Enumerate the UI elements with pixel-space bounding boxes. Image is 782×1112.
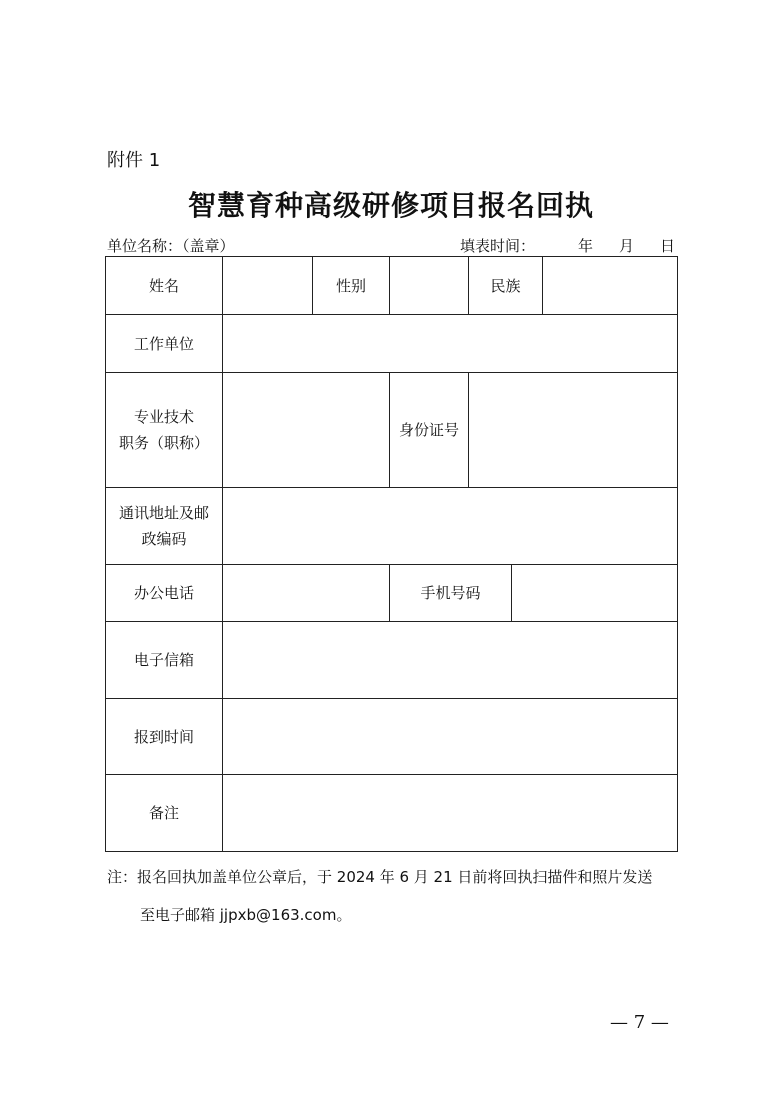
address-label: [106, 488, 223, 565]
professional-title-field[interactable]: [223, 373, 390, 488]
remarks-label: 备注: [106, 775, 223, 852]
year-label: 年: [577, 237, 593, 255]
id-number-label: 身份证号: [390, 373, 469, 488]
page-number: — 7 —: [610, 1012, 669, 1033]
report-time-label: 报到时间: [106, 699, 223, 775]
professional-title-label: [106, 373, 223, 488]
id-number-field[interactable]: [469, 373, 678, 488]
office-phone-field[interactable]: [223, 565, 390, 622]
address-field[interactable]: [223, 488, 678, 565]
name-field[interactable]: [223, 257, 313, 315]
gender-label: 性别: [313, 257, 390, 315]
email-field[interactable]: [223, 622, 678, 699]
note-line-2: 至电子邮箱 jjpxb@163.com。: [140, 906, 352, 924]
address-line1: 通讯地址及邮: [118, 504, 209, 522]
row-remarks: [106, 775, 678, 852]
fill-date-label: 填表时间：: [460, 237, 536, 255]
work-unit-field[interactable]: [223, 315, 678, 373]
row-title-id: [106, 373, 678, 488]
fill-date: [460, 235, 675, 256]
day-label: 日: [659, 237, 675, 255]
row-phones: [106, 565, 678, 622]
office-phone-label: 办公电话: [106, 565, 223, 622]
ethnicity-field[interactable]: [543, 257, 678, 315]
attachment-label: 附件 1: [107, 150, 161, 171]
row-work-unit: [106, 315, 678, 373]
report-time-field[interactable]: [223, 699, 678, 775]
mobile-field[interactable]: [512, 565, 678, 622]
ethnicity-label: 民族: [469, 257, 543, 315]
row-address: [106, 488, 678, 565]
row-email: [106, 622, 678, 699]
month-label: 月: [618, 237, 634, 255]
address-line2: 政编码: [141, 530, 187, 548]
gender-field[interactable]: [390, 257, 469, 315]
work-unit-label: 工作单位: [106, 315, 223, 373]
row-report-time: [106, 699, 678, 775]
date-fields: [578, 235, 675, 256]
form-title: 智慧育种高级研修项目报名回执: [187, 189, 594, 222]
remarks-field[interactable]: [223, 775, 678, 852]
professional-title-line2: 职务（职称）: [118, 434, 209, 452]
email-label: 电子信箱: [106, 622, 223, 699]
row-personal: [106, 257, 678, 315]
registration-form-table: [105, 256, 678, 852]
note-line-1: 注：报名回执加盖单位公章后，于 2024 年 6 月 21 日前将回执扫描件和照片发送: [107, 868, 653, 886]
name-label: 姓名: [106, 257, 223, 315]
unit-name-label: 单位名称：（盖章）: [107, 237, 235, 255]
professional-title-line1: 专业技术: [133, 408, 194, 426]
mobile-label: 手机号码: [390, 565, 512, 622]
